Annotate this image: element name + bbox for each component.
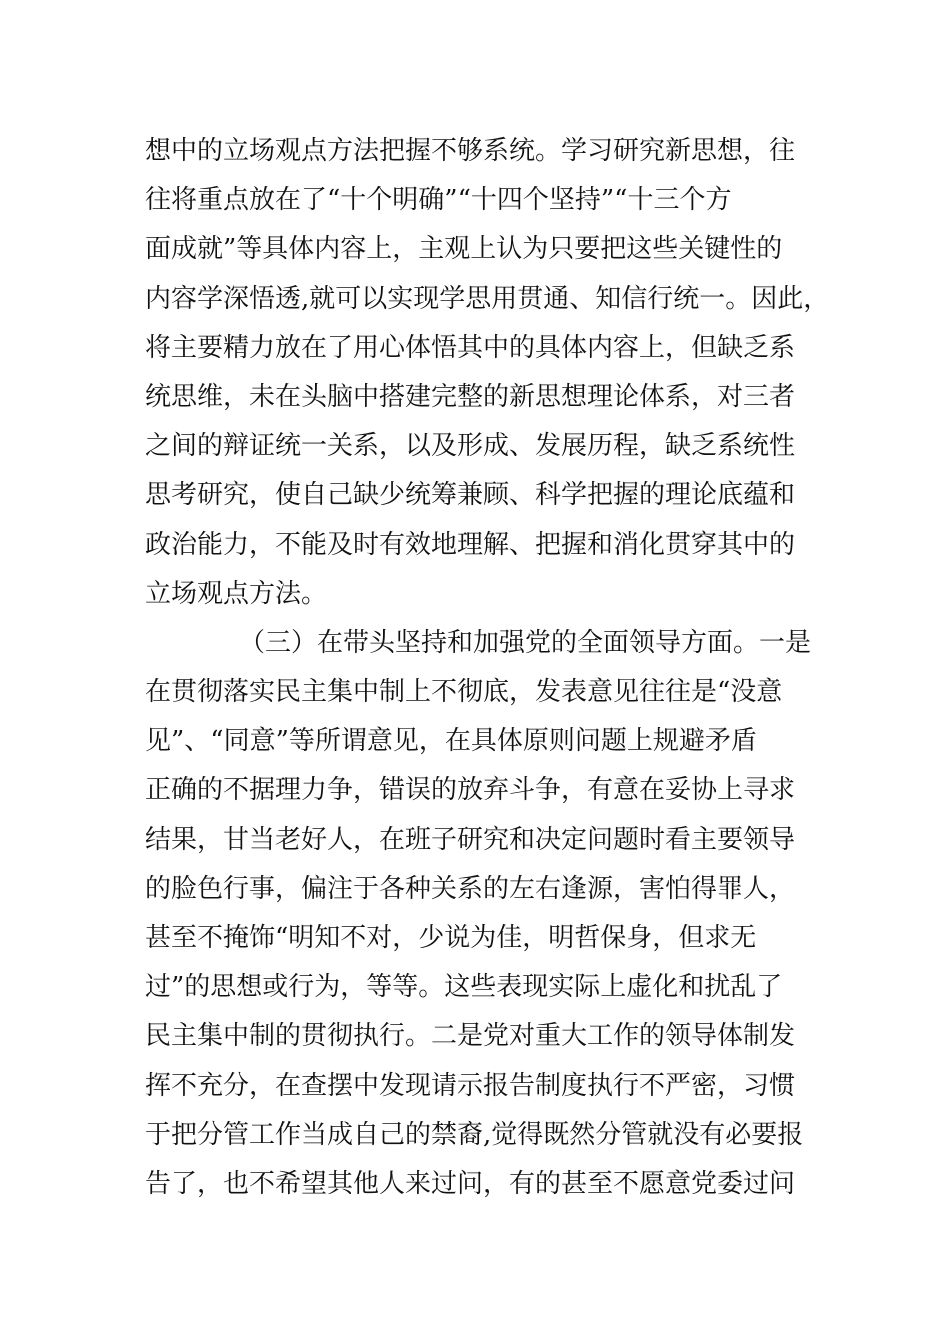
text-line: 告了，也不希望其他人来过问，有的甚至不愿意党委过问 xyxy=(145,1168,796,1199)
text-line: 的脸色行事，偏注于各种关系的左右逢源，害怕得罪人， xyxy=(145,873,796,904)
text-line: 甚至不掩饰“明知不对，少说为佳，明哲保身，但求无 xyxy=(145,923,757,953)
text-line: 将主要精力放在了用心体悟其中的具体内容上，但缺乏系 xyxy=(145,332,796,363)
text-line: 立场观点方法。 xyxy=(145,578,328,609)
text-line: 见”、“同意”等所谓意见，在具体原则问题上规避矛盾 xyxy=(145,726,757,757)
text-line: 政治能力，不能及时有效地理解、把握和消化贯穿其中的 xyxy=(145,529,796,560)
text-line: 之间的辩证统一关系，以及形成、发展历程，缺乏系统性 xyxy=(145,431,796,462)
text-line: 挥不充分，在查摆中发现请示报告制度执行不严密，习惯 xyxy=(145,1070,796,1101)
text-line: 面成就”等具体内容上，主观上认为只要把这些关键性的 xyxy=(145,234,783,265)
text-line: 结果，甘当老好人，在班子研究和决定问题时看主要领导 xyxy=(145,824,796,855)
text-line: 正确的不据理力争，错误的放弃斗争，有意在妥协上寻求 xyxy=(145,775,796,806)
text-line: 于把分管工作当成自己的禁裔,觉得既然分管就没有必要报 xyxy=(145,1119,804,1150)
text-line: 想中的立场观点方法把握不够系统。学习研究新思想，往 xyxy=(145,136,796,166)
text-line: 过”的思想或行为，等等。这些表现实际上虚化和扰乱了 xyxy=(145,972,783,1003)
document-body xyxy=(145,127,830,1209)
text-line: 统思维，未在头脑中搭建完整的新思想理论体系，对三者 xyxy=(145,381,796,412)
text-line: 民主集中制的贯彻执行。二是党对重大工作的领导体制发 xyxy=(145,1021,796,1052)
text-line: 往将重点放在了“十个明确”“十四个坚持”“十三个方 xyxy=(145,185,732,216)
text-line: 思考研究，使自己缺少统筹兼顾、科学把握的理论底蕴和 xyxy=(145,480,796,511)
text-line: 内容学深悟透,就可以实现学思用贯通、知信行统一。因此， xyxy=(145,283,830,314)
section-heading-line: （三）在带头坚持和加强党的全面领导方面。一是 xyxy=(239,627,812,658)
text-line: 在贯彻落实民主集中制上不彻底，发表意见往往是“没意 xyxy=(145,677,783,708)
